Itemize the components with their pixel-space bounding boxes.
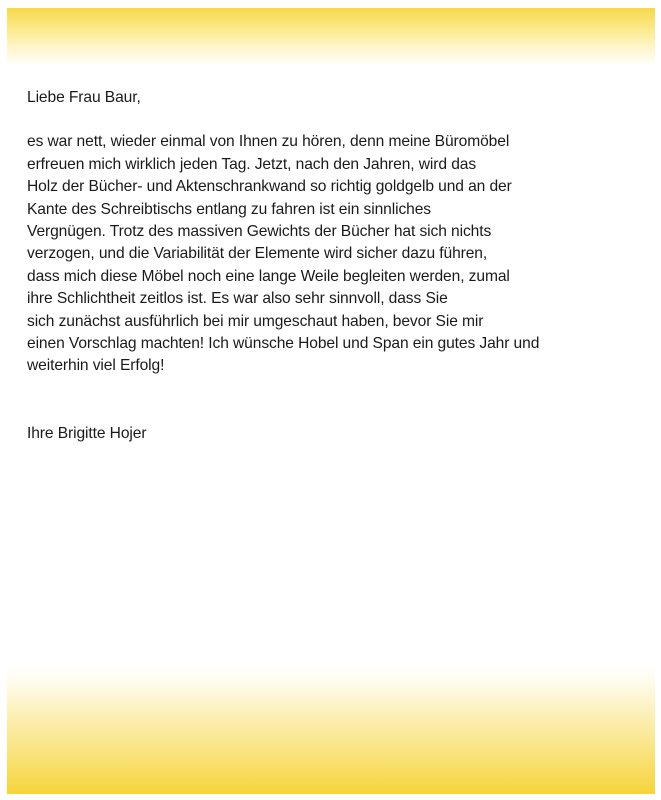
letter-line: verzogen, und die Variabilität der Elemente wird sicher dazu führen, [27, 245, 488, 263]
bottom-gradient-band [7, 664, 655, 794]
letter-line: einen Vorschlag machten! Ich wünsche Hobel und Span ein gutes Jahr und [27, 335, 540, 353]
letter-line: Vergnügen. Trotz des massiven Gewichts der Bücher hat sich nichts [27, 223, 492, 241]
letter-line: ihre Schlichtheit zeitlos ist. Es war also sehr sinnvoll, dass Sie [27, 290, 448, 308]
letter-line: sich zunächst ausführlich bei mir umgeschaut haben, bevor Sie mir [27, 312, 484, 330]
salutation: Liebe Frau Baur, [27, 89, 141, 106]
letter-line: es war nett, wieder einmal von Ihnen zu hören, denn meine Büromöbel [27, 133, 510, 151]
signature: Ihre Brigitte Hojer [27, 424, 147, 442]
top-gradient-band [7, 8, 655, 66]
letter-body [27, 131, 647, 377]
letter-line: Holz der Bücher- und Aktenschrankwand so richtig goldgelb und an der [27, 178, 512, 196]
letter-line: weiterhin viel Erfolg! [27, 357, 165, 375]
letter-line: erfreuen mich wirklich jeden Tag. Jetzt, nach den Jahren, wird das [27, 155, 477, 173]
letter-page [7, 8, 655, 794]
letter-content [27, 87, 647, 445]
letter-line: Kante des Schreibtischs entlang zu fahren ist ein sinnliches [27, 200, 432, 218]
letter-line: dass mich diese Möbel noch eine lange Weile begleiten werden, zumal [27, 267, 510, 285]
